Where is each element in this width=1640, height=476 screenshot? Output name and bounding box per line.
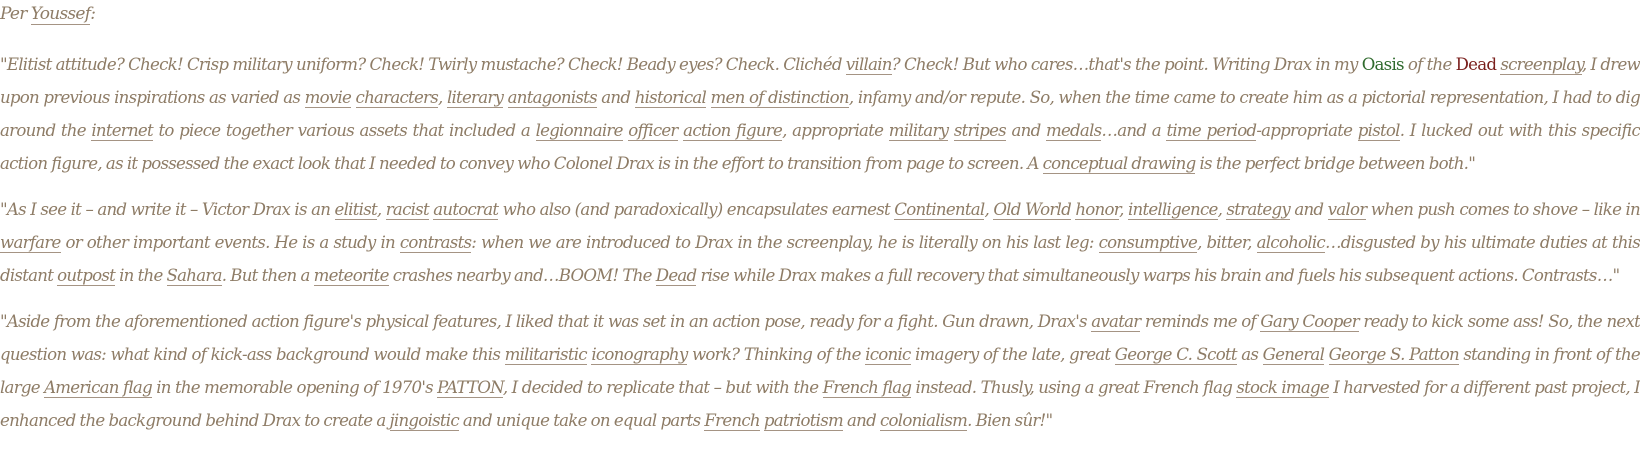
paragraph-text: work? Thinking of the [687,345,866,364]
paragraph-text: in the memorable opening of 1970's [151,378,438,397]
paragraph-text: …disgusted by his ultimate duties at this distant [0,233,1640,285]
paragraph-text: standing in front of the large [0,345,1640,397]
paragraph-text: to piece together various assets that included a [152,121,536,140]
paragraph-text: "As I see it – and write it – Victor Drax is an [0,200,335,219]
inline-link[interactable]: movie [304,88,352,107]
paragraph-text: …and a [1101,121,1167,140]
inline-link[interactable]: honor [1075,200,1120,219]
paragraph-text: I harvested for a different past project, I enhanced the background behind Drax to create a [0,378,1640,430]
paragraph-text: -appropriate [1256,121,1358,140]
inline-link[interactable]: Old World [993,200,1071,219]
paragraph-text: is the perfect bridge between both." [1195,154,1476,173]
byline [0,1,1640,27]
paragraph-text: in the [115,266,167,285]
inline-link[interactable]: consumptive [1098,233,1198,252]
inline-link[interactable]: medals [1046,121,1102,140]
inline-link[interactable]: colonialism [880,411,968,430]
paragraph-text: reminds me of [1140,312,1261,331]
paragraph-text: and unique take on equal parts [458,411,705,430]
paragraph-text: instead. Thusly, using a great French flag [911,378,1237,397]
inline-link[interactable]: French flag [822,378,912,397]
paragraph-text: , I decided to replicate that – but with the [502,378,823,397]
paragraph-text: when push comes to shove – like in [1366,200,1640,219]
paragraph-text: , [376,200,386,219]
inline-link[interactable]: General [1262,345,1325,364]
inline-link[interactable]: warfare [0,233,61,252]
dead-title-word: Dead [1455,55,1497,74]
quote-paragraph [0,193,1640,292]
inline-link[interactable]: Sahara [166,266,222,285]
inline-link[interactable]: stripes [953,121,1006,140]
paragraph-text: , [1119,200,1128,219]
inline-link[interactable]: literary [446,88,504,107]
inline-link[interactable]: action figure [683,121,783,140]
inline-link[interactable]: jingoistic [389,411,459,430]
paragraph-text: , [984,200,994,219]
inline-link[interactable]: stock image [1236,378,1329,397]
quote-paragraph [0,48,1640,180]
inline-link[interactable]: historical [634,88,707,107]
paragraph-text: and [842,411,880,430]
inline-link[interactable]: George S. Patton [1328,345,1459,364]
inline-link[interactable]: officer [628,121,678,140]
inline-link[interactable]: pistol [1357,121,1400,140]
author-link[interactable]: Youssef [30,4,91,24]
paragraph-text: , [1217,200,1227,219]
paragraph-text: crashes nearby and…BOOM! The [388,266,656,285]
inline-link[interactable]: PATTON [437,378,503,397]
paragraph-text: who also (and paradoxically) encapsulates earnest [498,200,895,219]
paragraph-text [351,88,355,107]
paragraph-text: and [596,88,635,107]
inline-link[interactable]: time period [1166,121,1257,140]
inline-link[interactable]: meteorite [313,266,389,285]
byline-suffix: : [90,4,96,24]
inline-link[interactable]: conceptual drawing [1042,154,1196,173]
inline-link[interactable]: antagonists [507,88,597,107]
inline-link[interactable]: men of distinction [710,88,849,107]
inline-link[interactable]: American flag [44,378,152,397]
inline-link[interactable]: autocrat [433,200,499,219]
inline-link[interactable]: Gary Cooper [1260,312,1359,331]
inline-link[interactable]: George C. Scott [1114,345,1237,364]
byline-prefix: Per [0,4,31,24]
paragraph-text: of the [1403,55,1456,74]
paragraph-text: ready to kick some ass! So, the next question was: what kind of kick-ass background would make this [0,312,1640,364]
inline-link[interactable]: iconography [591,345,688,364]
oasis-title-word: Oasis [1361,55,1404,74]
inline-link[interactable]: internet [91,121,153,140]
paragraph-text: and [1289,200,1328,219]
paragraph-text: "Elitist attitude? Check! Crisp military uniform? Check! Twirly mustache? Check! Beady eyes? Check. Clichéd [0,55,846,74]
quote-paragraphs [0,48,1640,437]
paragraph-text [948,121,954,140]
paragraph-text: , bitter, [1197,233,1257,252]
inline-link[interactable]: military [888,121,949,140]
paragraph-text [503,88,507,107]
paragraph-text: "Aside from the aforementioned action figure's physical features, I liked that it was set in an action pose, ready for a fight. Gun drawn, Drax's [0,312,1092,331]
paragraph-text: , [437,88,447,107]
inline-link[interactable]: Continental [894,200,985,219]
paragraph-text: and [1005,121,1046,140]
inline-link[interactable]: alcoholic [1256,233,1325,252]
inline-link[interactable]: screenplay [1500,55,1582,74]
inline-link[interactable]: elitist [334,200,377,219]
paragraph-text: as [1236,345,1263,364]
paragraph-text: ? Check! But who cares…that's the point. Writing Drax in my [891,55,1362,74]
paragraph-text [1324,345,1328,364]
paragraph-text [706,88,710,107]
paragraph-text: imagery of the late, great [910,345,1115,364]
inline-link[interactable]: racist [385,200,429,219]
inline-link[interactable]: iconic [865,345,911,364]
inline-link[interactable]: contrasts [399,233,472,252]
inline-link[interactable]: avatar [1091,312,1141,331]
inline-link[interactable]: Dead [655,266,697,285]
inline-link[interactable]: patriotism [763,411,843,430]
inline-link[interactable]: militaristic [504,345,587,364]
inline-link[interactable]: strategy [1226,200,1290,219]
inline-link[interactable]: characters [355,88,438,107]
paragraph-text: . But then a [221,266,314,285]
paragraph-text: . Bien sûr!" [967,411,1053,430]
paragraph-text: , appropriate [782,121,889,140]
paragraph-text: or other important events. He is a study in [60,233,400,252]
inline-link[interactable]: intelligence [1127,200,1218,219]
paragraph-text: : when we are introduced to Drax in the screenplay, he is literally on his last leg: [471,233,1099,252]
paragraph-text: , infamy and/or repute. So, when the time came to create him as a pictorial representation, I had to dig around the [0,88,1640,140]
inline-link[interactable]: valor [1327,200,1367,219]
inline-link[interactable]: villain [845,55,892,74]
inline-link[interactable]: legionnaire [535,121,623,140]
inline-link[interactable]: outpost [57,266,116,285]
paragraph-text: . I lucked out with this specific action figure, as it possessed the exact look that I needed to convey who Colonel Drax is in the effort to transition from page to screen. A [0,121,1640,173]
paragraph-text: , I drew upon previous inspirations as varied as [0,55,1640,107]
inline-link[interactable]: French [704,411,760,430]
paragraph-text: rise while Drax makes a full recovery that simultaneously warps his brain and fuels his subsequent actions. Contrasts…" [696,266,1620,285]
quote-paragraph [0,305,1640,437]
